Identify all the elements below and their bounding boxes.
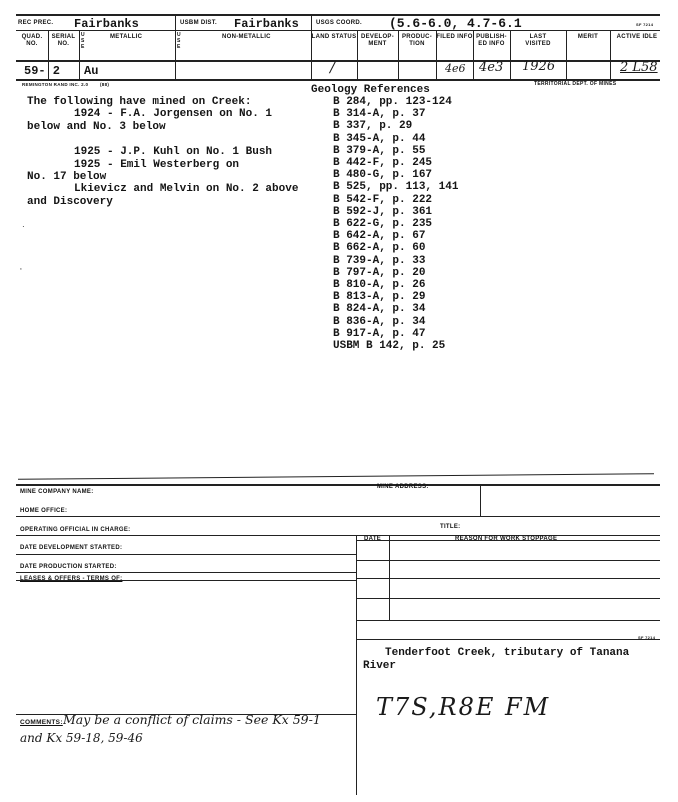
reference-item: B 337, p. 29 (333, 120, 413, 133)
location-line-2: River (363, 660, 397, 672)
note-line: Lkievicz and Melvin on No. 2 above (74, 183, 299, 195)
col-metallic: METALLIC (110, 34, 143, 40)
published-info-value: 4e3 (479, 60, 504, 75)
col-published-info: PUBLISH-ED INFO (476, 34, 507, 47)
usbm-dist-value: Fairbanks (234, 17, 299, 31)
col-non-metallic: NON-METALLIC (222, 34, 271, 40)
col-merit: MERIT (577, 34, 599, 40)
reference-item: B 314-A, p. 37 (333, 108, 426, 121)
note-line: The following have mined on Creek: (27, 96, 252, 108)
reference-item: B 739-A, p. 33 (333, 254, 426, 267)
usbm-dist-label: USBM DIST. (180, 20, 218, 26)
reference-item: B 810-A, p. 26 (333, 279, 426, 292)
reference-item: B 379-A, p. 55 (333, 144, 426, 157)
reference-item: B 345-A, p. 44 (333, 132, 426, 145)
note-line: 1925 - Emil Westerberg on (74, 159, 240, 171)
mine-address-label: MINE ADDRESS: (377, 484, 429, 490)
territorial-dept: TERRITORIAL DEPT. OF MINES (534, 81, 617, 87)
reason-for-work-stoppage-label: REASON FOR WORK STOPPAGE (455, 536, 558, 542)
note-line: 1925 - J.P. Kuhl on No. 1 Bush (74, 146, 273, 158)
usgs-coord-value: (5.6-6.0, 4.7-6.1 (389, 16, 522, 31)
reference-item: B 480-G, p. 167 (333, 169, 433, 182)
leases-offers-label: LEASES & OFFERS - TERMS OF: (20, 576, 123, 582)
col-land-status: LAND STATUS (311, 34, 357, 40)
title-label: TITLE: (440, 524, 461, 530)
printer-imprint: REMINGTON RAND INC. 2.0 (22, 82, 89, 87)
location-line-1: Tenderfoot Creek, tributary of Tanana (385, 647, 630, 659)
col-filed-info: FILED INFO (436, 34, 473, 40)
reference-item: B 525, pp. 113, 141 (333, 181, 459, 194)
comments-line-1: May be a conflict of claims - See Kx 59-1 (63, 712, 321, 727)
land-status-value: / (330, 58, 336, 76)
reference-item: B 813-A, p. 29 (333, 291, 426, 304)
reference-item: B 592-J, p. 361 (333, 205, 433, 218)
quad-serial-value: 59- 2 (24, 64, 61, 78)
reference-item: B 284, pp. 123-124 (333, 96, 452, 108)
comments-label: COMMENTS: (20, 719, 63, 726)
reference-item: B 442-F, p. 245 (333, 157, 433, 170)
geology-references-title: Geology References (311, 84, 430, 96)
col-last-visited: LAST VISITED (525, 34, 551, 47)
reference-item: B 542-F, p. 222 (333, 193, 433, 206)
col-use-2: U S E (177, 32, 181, 50)
reference-item: B 662-A, p. 60 (333, 242, 426, 255)
metallic-value: Au (84, 64, 99, 78)
reference-item: B 797-A, p. 20 (333, 266, 426, 279)
col-use-1: U S E (81, 32, 85, 50)
col-active-idle: ACTIVE IDLE (616, 34, 658, 40)
comments-line-2: and Kx 59-18, 59-46 (20, 731, 143, 745)
township-range-handwritten: T7S,R8E FM (376, 693, 551, 721)
last-visited-value: 1926 (522, 59, 556, 74)
stray-mark: ‚ (20, 262, 22, 271)
date-production-started-label: DATE PRODUCTION STARTED: (20, 564, 117, 570)
col-quad-no: QUAD. NO. (21, 34, 43, 47)
reference-item: B 824-A, p. 34 (333, 303, 426, 316)
rec-prec-value: Fairbanks (74, 17, 139, 31)
reference-item: USBM B 142, p. 25 (333, 340, 446, 353)
note-line: 1924 - F.A. Jorgensen on No. 1 (74, 108, 273, 120)
note-line: and Discovery (27, 196, 113, 208)
active-idle-value: 2 L58 (620, 60, 658, 75)
geology-reference-list (333, 96, 458, 352)
home-office-label: HOME OFFICE: (20, 508, 68, 514)
date-label: DATE (364, 536, 382, 542)
rec-prec-label: REC PREC. (18, 20, 54, 26)
reference-item: B 917-A, p. 47 (333, 327, 426, 340)
usgs-coord-label: USGS COORD. (316, 20, 362, 26)
col-serial-no: SERIAL NO. (51, 34, 76, 47)
filed-info-value: 4e6 (445, 62, 466, 75)
imprint-code: (88) (100, 82, 110, 87)
note-line: No. 17 below (27, 171, 107, 183)
note-line: below and No. 3 below (27, 121, 166, 133)
col-development: DEVELOP-MENT (360, 34, 395, 47)
col-production: PRODUC-TION (401, 34, 433, 47)
form-number-lower: SF 7214 (638, 635, 656, 640)
reference-item: B 622-G, p. 235 (333, 218, 433, 231)
mine-company-name-label: MINE COMPANY NAME: (20, 489, 94, 495)
form-number: SF 7214 (636, 22, 654, 27)
date-development-started-label: DATE DEVELOPMENT STARTED: (20, 545, 123, 551)
reference-item: B 836-A, p. 34 (333, 315, 426, 328)
reference-item: B 642-A, p. 67 (333, 230, 426, 243)
operating-official-label: OPERATING OFFICIAL IN CHARGE: (20, 527, 131, 533)
stray-mark: · (22, 222, 25, 231)
